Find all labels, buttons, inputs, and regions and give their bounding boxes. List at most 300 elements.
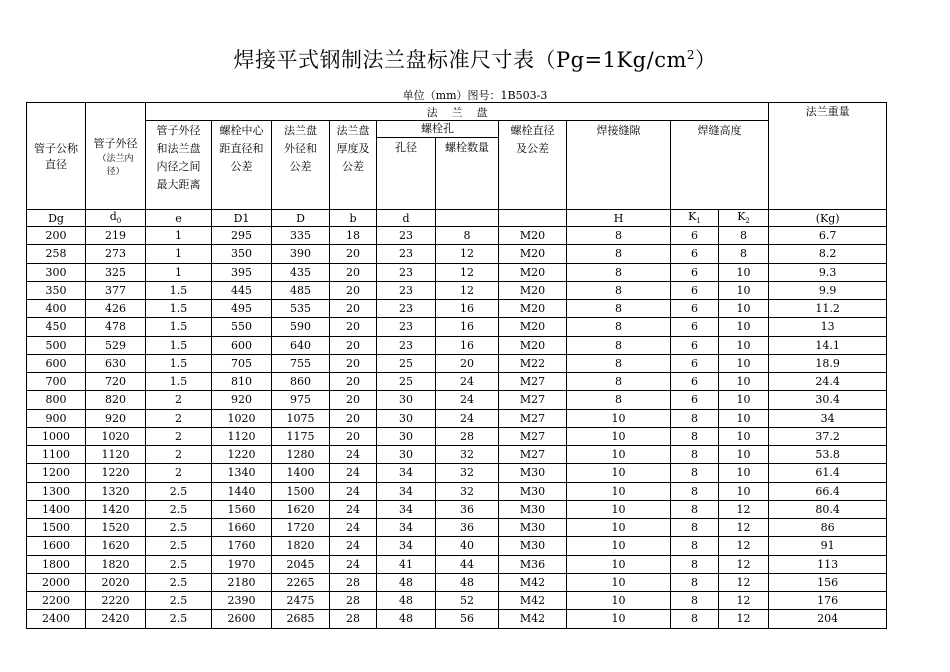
table-cell: 23 bbox=[377, 281, 436, 299]
header-weld-height: 焊缝高度 bbox=[671, 121, 769, 210]
symbol-count bbox=[436, 210, 499, 227]
title-close: ） bbox=[695, 48, 717, 72]
table-cell: 1.5 bbox=[146, 354, 212, 372]
table-cell: 1020 bbox=[212, 409, 272, 427]
table-cell: M20 bbox=[499, 336, 567, 354]
table-cell: 219 bbox=[86, 227, 146, 245]
symbol-d: D bbox=[272, 210, 330, 227]
table-row bbox=[27, 464, 887, 482]
table-cell: M42 bbox=[499, 573, 567, 591]
table-cell: 12 bbox=[719, 610, 769, 628]
table-cell: 6 bbox=[671, 300, 719, 318]
table-cell: 44 bbox=[436, 555, 499, 573]
table-cell: 28 bbox=[330, 573, 377, 591]
table-cell: 156 bbox=[769, 573, 887, 591]
table-cell: 10 bbox=[567, 500, 671, 518]
header-flange-weight: 法兰重量 bbox=[769, 103, 887, 210]
header-flange-group: 法 兰 盘 bbox=[146, 103, 769, 121]
table-cell: 2.5 bbox=[146, 592, 212, 610]
table-cell: M36 bbox=[499, 555, 567, 573]
table-cell: 8 bbox=[671, 610, 719, 628]
header-pipe-od: 管子外径 （法兰内 径） bbox=[86, 103, 146, 210]
header-b-desc: 法兰盘 厚度及 公差 bbox=[330, 121, 377, 210]
table-cell: 1.5 bbox=[146, 336, 212, 354]
table-cell: 810 bbox=[212, 373, 272, 391]
table-cell: 20 bbox=[330, 281, 377, 299]
table-cell: 25 bbox=[377, 373, 436, 391]
unit-drawing-number: 单位（mm）图号：1B503-3 bbox=[402, 89, 548, 102]
table-row bbox=[27, 409, 887, 427]
table-cell: 30 bbox=[377, 391, 436, 409]
table-cell: 2045 bbox=[272, 555, 330, 573]
table-cell: 48 bbox=[377, 592, 436, 610]
table-cell: 395 bbox=[212, 263, 272, 281]
table-cell: M27 bbox=[499, 427, 567, 445]
table-cell: 8 bbox=[671, 427, 719, 445]
table-cell: 2475 bbox=[272, 592, 330, 610]
table-cell: 900 bbox=[27, 409, 86, 427]
table-cell: M20 bbox=[499, 245, 567, 263]
table-cell: 32 bbox=[436, 464, 499, 482]
table-row bbox=[27, 227, 887, 245]
table-row bbox=[27, 354, 887, 372]
table-cell: 500 bbox=[27, 336, 86, 354]
table-cell: M30 bbox=[499, 500, 567, 518]
table-cell: 2600 bbox=[212, 610, 272, 628]
table-cell: 23 bbox=[377, 318, 436, 336]
table-cell: 8 bbox=[567, 318, 671, 336]
table-cell: 24 bbox=[436, 373, 499, 391]
table-cell: 8 bbox=[567, 373, 671, 391]
table-cell: 20 bbox=[330, 354, 377, 372]
table-cell: 377 bbox=[86, 281, 146, 299]
table-cell: 24 bbox=[330, 482, 377, 500]
table-cell: 48 bbox=[377, 573, 436, 591]
table-cell: 10 bbox=[719, 281, 769, 299]
header-d1-desc: 螺栓中心 距直径和 公差 bbox=[212, 121, 272, 210]
table-row bbox=[27, 573, 887, 591]
table-cell: 1760 bbox=[212, 537, 272, 555]
table-cell: 80.4 bbox=[769, 500, 887, 518]
table-cell: 8 bbox=[567, 354, 671, 372]
table-cell: 400 bbox=[27, 300, 86, 318]
table-cell: 8 bbox=[671, 592, 719, 610]
table-cell: 1400 bbox=[27, 500, 86, 518]
table-cell: 8 bbox=[671, 519, 719, 537]
table-cell: 6 bbox=[671, 354, 719, 372]
table-cell: 48 bbox=[377, 610, 436, 628]
header-bolt-count: 螺栓数量 bbox=[436, 138, 499, 210]
table-cell: 34 bbox=[377, 464, 436, 482]
table-cell: 8 bbox=[671, 537, 719, 555]
table-cell: 20 bbox=[330, 318, 377, 336]
table-cell: 1.5 bbox=[146, 281, 212, 299]
table-cell: 20 bbox=[330, 391, 377, 409]
table-cell: 200 bbox=[27, 227, 86, 245]
table-cell: 12 bbox=[719, 573, 769, 591]
table-cell: 24 bbox=[330, 519, 377, 537]
header-hole-diameter: 孔径 bbox=[377, 138, 436, 210]
table-cell: 1820 bbox=[86, 555, 146, 573]
table-cell: 8 bbox=[671, 500, 719, 518]
table-cell: 24 bbox=[330, 446, 377, 464]
table-cell: 350 bbox=[27, 281, 86, 299]
table-cell: 11.2 bbox=[769, 300, 887, 318]
table-cell: 52 bbox=[436, 592, 499, 610]
table-row bbox=[27, 482, 887, 500]
table-cell: 860 bbox=[272, 373, 330, 391]
table-cell: 1.5 bbox=[146, 373, 212, 391]
table-cell: 32 bbox=[436, 482, 499, 500]
table-cell: 590 bbox=[272, 318, 330, 336]
table-cell: 8 bbox=[567, 281, 671, 299]
table-cell: 6.7 bbox=[769, 227, 887, 245]
table-cell: M22 bbox=[499, 354, 567, 372]
table-cell: 6 bbox=[671, 336, 719, 354]
table-cell: 1280 bbox=[272, 446, 330, 464]
table-row bbox=[27, 281, 887, 299]
table-cell: 12 bbox=[719, 592, 769, 610]
table-cell: 8 bbox=[719, 245, 769, 263]
table-cell: 1720 bbox=[272, 519, 330, 537]
table-cell: 920 bbox=[212, 391, 272, 409]
table-cell: 12 bbox=[719, 555, 769, 573]
table-cell: 2200 bbox=[27, 592, 86, 610]
table-cell: 600 bbox=[212, 336, 272, 354]
table-cell: 1400 bbox=[272, 464, 330, 482]
table-cell: 12 bbox=[719, 519, 769, 537]
table-cell: 10 bbox=[719, 263, 769, 281]
table-cell: 20 bbox=[436, 354, 499, 372]
symbol-k2: $K_2$ bbox=[719, 210, 769, 227]
page-title bbox=[0, 44, 950, 74]
table-cell: 1520 bbox=[86, 519, 146, 537]
symbol-bolt bbox=[499, 210, 567, 227]
table-cell: 2.5 bbox=[146, 610, 212, 628]
symbol-d0: $d_0$ bbox=[86, 210, 146, 227]
table-cell: 485 bbox=[272, 281, 330, 299]
table-cell: 2 bbox=[146, 409, 212, 427]
table-cell: 23 bbox=[377, 336, 436, 354]
table-cell: 426 bbox=[86, 300, 146, 318]
table-row bbox=[27, 427, 887, 445]
table-row bbox=[27, 263, 887, 281]
table-row bbox=[27, 391, 887, 409]
table-cell: 13 bbox=[769, 318, 887, 336]
table-cell: 6 bbox=[671, 373, 719, 391]
table-cell: 2000 bbox=[27, 573, 86, 591]
table-cell: 630 bbox=[86, 354, 146, 372]
table-cell: 1.5 bbox=[146, 318, 212, 336]
table-cell: M27 bbox=[499, 391, 567, 409]
table-cell: 28 bbox=[330, 592, 377, 610]
table-cell: 2265 bbox=[272, 573, 330, 591]
table-cell: 20 bbox=[330, 245, 377, 263]
table-cell: 2020 bbox=[86, 573, 146, 591]
table-cell: 23 bbox=[377, 227, 436, 245]
table-cell: 9.9 bbox=[769, 281, 887, 299]
table-cell: 435 bbox=[272, 263, 330, 281]
header-d-desc: 法兰盘 外径和 公差 bbox=[272, 121, 330, 210]
table-row bbox=[27, 519, 887, 537]
table-cell: 12 bbox=[719, 537, 769, 555]
table-cell: M30 bbox=[499, 482, 567, 500]
table-cell: 6 bbox=[671, 227, 719, 245]
table-cell: M20 bbox=[499, 281, 567, 299]
table-cell: 2420 bbox=[86, 610, 146, 628]
table-cell: 2.5 bbox=[146, 500, 212, 518]
table-cell: 8 bbox=[671, 482, 719, 500]
table-cell: 12 bbox=[436, 281, 499, 299]
table-cell: 37.2 bbox=[769, 427, 887, 445]
table-cell: M20 bbox=[499, 263, 567, 281]
table-cell: 61.4 bbox=[769, 464, 887, 482]
table-row bbox=[27, 318, 887, 336]
table-cell: 24 bbox=[330, 555, 377, 573]
table-cell: 1 bbox=[146, 263, 212, 281]
symbol-b: b bbox=[330, 210, 377, 227]
symbol-h: H bbox=[567, 210, 671, 227]
table-cell: 10 bbox=[719, 482, 769, 500]
table-cell: M30 bbox=[499, 464, 567, 482]
table-cell: 2180 bbox=[212, 573, 272, 591]
table-cell: 18 bbox=[330, 227, 377, 245]
table-cell: 1620 bbox=[86, 537, 146, 555]
table-cell: 9.3 bbox=[769, 263, 887, 281]
table-cell: 56 bbox=[436, 610, 499, 628]
table-cell: 2390 bbox=[212, 592, 272, 610]
table-cell: 16 bbox=[436, 300, 499, 318]
table-cell: 10 bbox=[719, 409, 769, 427]
table-cell: 2.5 bbox=[146, 573, 212, 591]
table-cell: 550 bbox=[212, 318, 272, 336]
table-cell: 1500 bbox=[27, 519, 86, 537]
table-cell: 24 bbox=[436, 391, 499, 409]
table-cell: 10 bbox=[567, 573, 671, 591]
table-cell: 23 bbox=[377, 263, 436, 281]
table-cell: 204 bbox=[769, 610, 887, 628]
table-cell: 10 bbox=[567, 409, 671, 427]
symbol-e: e bbox=[146, 210, 212, 227]
table-cell: 10 bbox=[719, 336, 769, 354]
table-cell: 66.4 bbox=[769, 482, 887, 500]
table-cell: 10 bbox=[567, 482, 671, 500]
table-cell: 1560 bbox=[212, 500, 272, 518]
title-superscript: 2 bbox=[686, 48, 696, 62]
table-cell: 535 bbox=[272, 300, 330, 318]
table-cell: 86 bbox=[769, 519, 887, 537]
table-cell: 640 bbox=[272, 336, 330, 354]
table-row bbox=[27, 500, 887, 518]
table-cell: 20 bbox=[330, 263, 377, 281]
title-text: 焊接平式钢制法兰盘标准尺寸表（Pg=1Kg/cm bbox=[233, 48, 687, 72]
table-cell: 14.1 bbox=[769, 336, 887, 354]
table-cell: 10 bbox=[719, 373, 769, 391]
table-cell: 10 bbox=[567, 464, 671, 482]
table-cell: 24 bbox=[330, 500, 377, 518]
table-cell: 8.2 bbox=[769, 245, 887, 263]
table-cell: 24.4 bbox=[769, 373, 887, 391]
table-cell: 1220 bbox=[212, 446, 272, 464]
table-cell: 1420 bbox=[86, 500, 146, 518]
table-cell: 41 bbox=[377, 555, 436, 573]
table-cell: 32 bbox=[436, 446, 499, 464]
table-cell: 975 bbox=[272, 391, 330, 409]
table-cell: 2.5 bbox=[146, 555, 212, 573]
table-cell: M27 bbox=[499, 446, 567, 464]
table-cell: 10 bbox=[567, 427, 671, 445]
table-cell: 30 bbox=[377, 446, 436, 464]
table-cell: 24 bbox=[330, 537, 377, 555]
table-cell: 18.9 bbox=[769, 354, 887, 372]
table-cell: 36 bbox=[436, 500, 499, 518]
table-cell: 920 bbox=[86, 409, 146, 427]
table-cell: 20 bbox=[330, 409, 377, 427]
table-cell: 30.4 bbox=[769, 391, 887, 409]
table-cell: 10 bbox=[567, 446, 671, 464]
table-cell: 325 bbox=[86, 263, 146, 281]
table-cell: 2400 bbox=[27, 610, 86, 628]
table-cell: 6 bbox=[671, 263, 719, 281]
table-row bbox=[27, 336, 887, 354]
table-cell: 34 bbox=[769, 409, 887, 427]
table-cell: 12 bbox=[436, 263, 499, 281]
symbol-kg: (Kg) bbox=[769, 210, 887, 227]
table-cell: 1020 bbox=[86, 427, 146, 445]
table-cell: M42 bbox=[499, 610, 567, 628]
header-e-desc: 管子外径 和法兰盘 内径之间 最大距离 bbox=[146, 121, 212, 210]
table-cell: 34 bbox=[377, 482, 436, 500]
table-cell: 1000 bbox=[27, 427, 86, 445]
table-cell: M27 bbox=[499, 409, 567, 427]
table-cell: 450 bbox=[27, 318, 86, 336]
table-cell: 23 bbox=[377, 300, 436, 318]
table-cell: 1075 bbox=[272, 409, 330, 427]
table-cell: 28 bbox=[436, 427, 499, 445]
table-cell: 2220 bbox=[86, 592, 146, 610]
table-cell: 20 bbox=[330, 336, 377, 354]
table-cell: 6 bbox=[671, 318, 719, 336]
table-cell: 10 bbox=[567, 519, 671, 537]
table-cell: 10 bbox=[719, 391, 769, 409]
table-cell: 20 bbox=[330, 427, 377, 445]
table-cell: 8 bbox=[567, 227, 671, 245]
table-cell: M30 bbox=[499, 537, 567, 555]
table-cell: 350 bbox=[212, 245, 272, 263]
symbol-hole: d bbox=[377, 210, 436, 227]
table-cell: 8 bbox=[671, 555, 719, 573]
table-cell: 8 bbox=[719, 227, 769, 245]
table-cell: M20 bbox=[499, 300, 567, 318]
table-cell: 600 bbox=[27, 354, 86, 372]
table-cell: M30 bbox=[499, 519, 567, 537]
table-cell: 8 bbox=[567, 391, 671, 409]
table-cell: 8 bbox=[567, 300, 671, 318]
table-cell: 1 bbox=[146, 245, 212, 263]
table-cell: 800 bbox=[27, 391, 86, 409]
header-weld-gap: 焊接缝隙 bbox=[567, 121, 671, 210]
table-cell: 10 bbox=[567, 555, 671, 573]
table-cell: 2 bbox=[146, 427, 212, 445]
table-row bbox=[27, 245, 887, 263]
table-cell: 34 bbox=[377, 500, 436, 518]
table-cell: 720 bbox=[86, 373, 146, 391]
table-row bbox=[27, 610, 887, 628]
table-cell: 91 bbox=[769, 537, 887, 555]
table-cell: 6 bbox=[671, 281, 719, 299]
table-cell: 1800 bbox=[27, 555, 86, 573]
table-cell: M20 bbox=[499, 318, 567, 336]
table-cell: 1340 bbox=[212, 464, 272, 482]
table-cell: 8 bbox=[567, 245, 671, 263]
table-cell: 12 bbox=[719, 500, 769, 518]
table-cell: 2 bbox=[146, 391, 212, 409]
table-cell: 8 bbox=[567, 336, 671, 354]
table-cell: 1220 bbox=[86, 464, 146, 482]
table-cell: 700 bbox=[27, 373, 86, 391]
table-cell: 10 bbox=[567, 610, 671, 628]
table-cell: 820 bbox=[86, 391, 146, 409]
table-cell: 1620 bbox=[272, 500, 330, 518]
table-cell: 1300 bbox=[27, 482, 86, 500]
table-cell: 445 bbox=[212, 281, 272, 299]
table-cell: 1.5 bbox=[146, 300, 212, 318]
table-cell: 8 bbox=[671, 446, 719, 464]
table-cell: 113 bbox=[769, 555, 887, 573]
table-row bbox=[27, 592, 887, 610]
table-cell: 10 bbox=[719, 427, 769, 445]
table-row bbox=[27, 446, 887, 464]
table-cell: 8 bbox=[671, 573, 719, 591]
table-cell: 10 bbox=[719, 300, 769, 318]
table-cell: 30 bbox=[377, 409, 436, 427]
header-bolt-diameter: 螺栓直径 及公差 bbox=[499, 121, 567, 210]
table-cell: 10 bbox=[719, 318, 769, 336]
table-cell: 2685 bbox=[272, 610, 330, 628]
table-cell: M42 bbox=[499, 592, 567, 610]
table-cell: 8 bbox=[436, 227, 499, 245]
table-row bbox=[27, 555, 887, 573]
table-cell: 36 bbox=[436, 519, 499, 537]
table-cell: 478 bbox=[86, 318, 146, 336]
table-cell: 1120 bbox=[86, 446, 146, 464]
table-cell: 1970 bbox=[212, 555, 272, 573]
table-cell: 495 bbox=[212, 300, 272, 318]
table-cell: 6 bbox=[671, 391, 719, 409]
table-cell: 40 bbox=[436, 537, 499, 555]
table-cell: 16 bbox=[436, 318, 499, 336]
table-cell: 8 bbox=[567, 263, 671, 281]
table-cell: 1660 bbox=[212, 519, 272, 537]
symbol-dg: Dg bbox=[27, 210, 86, 227]
table-cell: 1175 bbox=[272, 427, 330, 445]
table-cell: 258 bbox=[27, 245, 86, 263]
table-cell: 20 bbox=[330, 373, 377, 391]
table-cell: 295 bbox=[212, 227, 272, 245]
table-cell: 24 bbox=[436, 409, 499, 427]
table-body bbox=[27, 227, 887, 629]
table-cell: 1120 bbox=[212, 427, 272, 445]
table-cell: 1 bbox=[146, 227, 212, 245]
table-cell: 23 bbox=[377, 245, 436, 263]
flange-dimension-table bbox=[26, 102, 887, 629]
table-cell: 1100 bbox=[27, 446, 86, 464]
table-cell: 10 bbox=[567, 537, 671, 555]
symbol-d1: D1 bbox=[212, 210, 272, 227]
table-cell: 16 bbox=[436, 336, 499, 354]
table-cell: 6 bbox=[671, 245, 719, 263]
table-cell: 755 bbox=[272, 354, 330, 372]
